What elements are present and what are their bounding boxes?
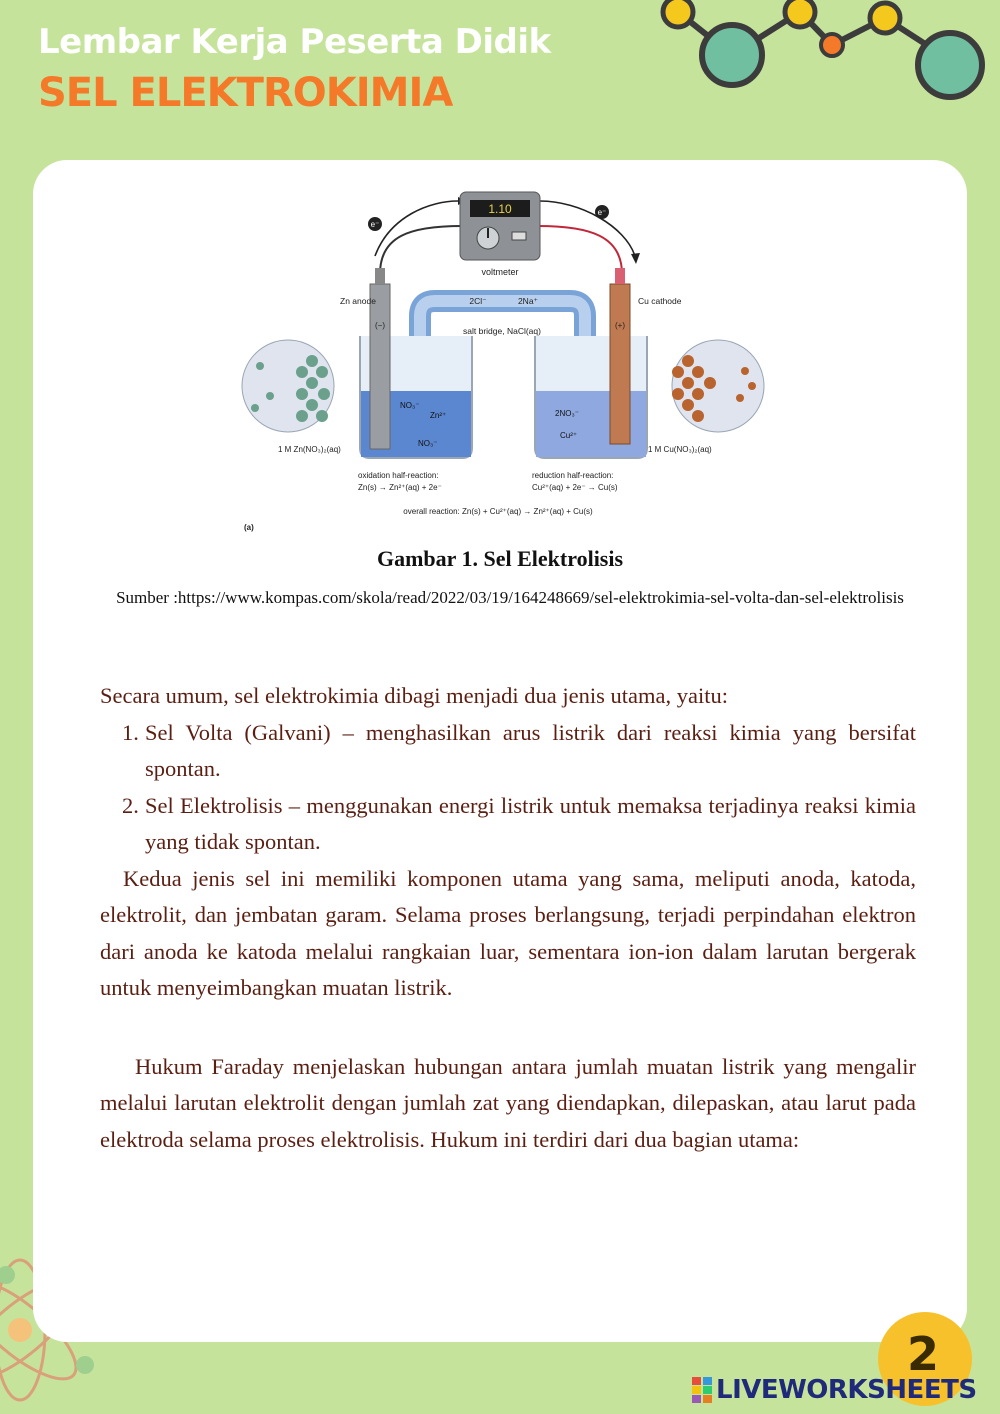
list-item-text: Sel Elektrolisis – menggunakan energi listrik untuk memaksa terjadinya reaksi kimia yang tidak spontan.	[145, 792, 916, 854]
molecule-decoration-icon	[640, 0, 1000, 120]
body-text	[100, 678, 916, 1158]
liveworksheets-logo-icon	[692, 1377, 712, 1403]
figure-source: Sumber :https://www.kompas.com/skola/read/2022/03/19/164248669/sel-elektrokimia-sel-volta-dan-sel-elektrolisis	[116, 588, 904, 607]
electron-right-label: e⁻	[597, 208, 607, 217]
cell-types-list	[100, 715, 916, 861]
cathode-sign: (+)	[615, 321, 625, 330]
right-ion-2: Cu²⁺	[560, 431, 578, 440]
left-ion-2: Zn²⁺	[430, 411, 447, 420]
electron-left-label: e⁻	[370, 220, 380, 229]
page-number: 2	[906, 1327, 939, 1381]
reduction-equation: Cu²⁺(aq) + 2e⁻ → Cu(s)	[532, 483, 618, 492]
voltmeter-label: voltmeter	[481, 267, 519, 277]
liveworksheets-logo	[692, 1372, 992, 1408]
worksheet-subtitle: Lembar Kerja Peserta Didik	[38, 22, 551, 62]
list-item	[100, 715, 916, 788]
bridge-left-ion: 2Cl⁻	[469, 296, 487, 306]
intro-paragraph: Secara umum, sel elektrokimia dibagi menjadi dua jenis utama, yaitu:	[100, 683, 728, 708]
worksheet-title: SEL ELEKTROKIMIA	[38, 70, 453, 116]
right-solution-label: 1 M Cu(NO₃)₂(aq)	[648, 445, 712, 454]
liveworksheets-brand: LIVEWORKSHEETS	[716, 1375, 977, 1405]
faraday-paragraph: Hukum Faraday menjelaskan hubungan antara jumlah muatan listrik yang mengalir melalui larutan elektrolit dengan jumlah zat yang diendapkan, dilepaskan, atau larut pada elektroda selama proses elektrolisis. Hukum ini terdiri dari dua bagian utama:	[100, 1053, 916, 1152]
voltmeter-reading: 1.10	[488, 202, 512, 216]
figure-caption: Gambar 1. Sel Elektrolisis	[376, 546, 624, 571]
anode-label: Zn anode	[340, 296, 376, 306]
panel-label: (a)	[244, 523, 254, 532]
left-ion-3: NO₃⁻	[418, 439, 438, 448]
list-item-text: Sel Volta (Galvani) – menghasilkan arus listrik dari reaksi kimia yang bersifat spontan.	[145, 719, 916, 781]
left-solution-label: 1 M Zn(NO₃)₂(aq)	[278, 445, 341, 454]
oxidation-equation: Zn(s) → Zn²⁺(aq) + 2e⁻	[358, 483, 442, 492]
right-ion-1: 2NO₃⁻	[555, 409, 579, 418]
galvanic-cell-figure	[240, 186, 780, 538]
anode-sign: (−)	[375, 321, 385, 330]
list-number: 2.	[122, 792, 139, 818]
list-item	[100, 788, 916, 861]
cathode-label: Cu cathode	[638, 296, 682, 306]
left-ion-1: NO₃⁻	[400, 401, 420, 410]
oxidation-title: oxidation half-reaction:	[358, 471, 439, 480]
list-number: 1.	[122, 719, 139, 745]
bridge-right-ion: 2Na⁺	[517, 296, 539, 306]
overall-reaction: overall reaction: Zn(s) + Cu²⁺(aq) → Zn²⁺(aq) + Cu(s)	[403, 507, 593, 516]
components-paragraph: Kedua jenis sel ini memiliki komponen utama yang sama, meliputi anoda, katoda, elektrolit, dan jembatan garam. Selama proses berlangsung, terjadi perpindahan elektron dari anoda ke katoda melalui rangkaian luar, sementara ion-ion dalam larutan bergerak untuk menyeimbangkan muatan listrik.	[100, 865, 916, 1000]
salt-bridge-label: salt bridge, NaCl(aq)	[463, 326, 541, 336]
reduction-title: reduction half-reaction:	[532, 471, 614, 480]
